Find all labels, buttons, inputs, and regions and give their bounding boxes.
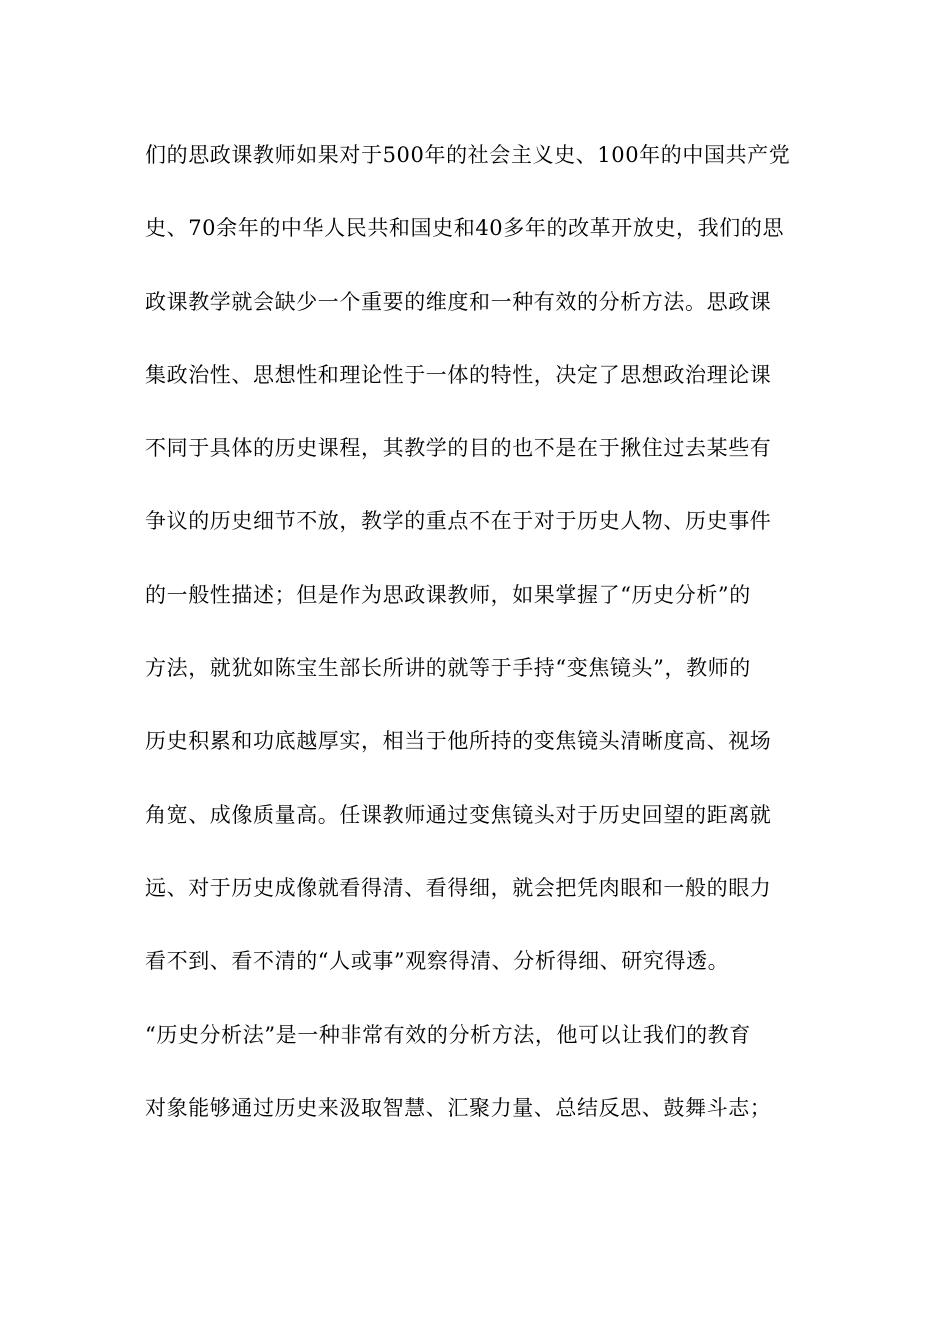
text-line-11: 远、对于历史成像就看得清、看得细，就会把凭肉眼和一般的眼力 [145, 875, 772, 900]
text-line-4: 集政治性、思想性和理论性于一体的特性，决定了思想政治理论课 [145, 362, 772, 387]
text-line-13: “历史分析法”是一种非常有效的分析方法，他可以让我们的教育 [145, 1022, 751, 1047]
text-line-2: 史、70余年的中华人民共和国史和40多年的改革开放史，我们的思 [145, 216, 785, 241]
text-line-1: 们的思政课教师如果对于500年的社会主义史、100年的中国共产党 [145, 143, 791, 167]
text-line-8: 方法，就犹如陈宝生部长所讲的就等于手持“变焦镜头”，教师的 [145, 656, 751, 681]
body-text [145, 133, 810, 1159]
text-line-10: 角宽、成像质量高。任课教师通过变焦镜头对于历史回望的距离就 [145, 802, 772, 827]
text-line-6: 争议的历史细节不放，教学的重点不在于对于历史人物、历史事件 [145, 509, 772, 534]
text-line-5: 不同于具体的历史课程，其教学的目的也不是在于揪住过去某些有 [145, 436, 772, 461]
text-line-3: 政课教学就会缺少一个重要的维度和一种有效的分析方法。思政课 [145, 289, 772, 314]
text-line-7: 的一般性描述；但是作为思政课教师，如果掌握了“历史分析”的 [145, 582, 751, 607]
text-line-14: 对象能够通过历史来汲取智慧、汇聚力量、总结反思、鼓舞斗志； [145, 1095, 772, 1120]
text-line-12: 看不到、看不清的“人或事”观察得清、分析得细、研究得透。 [145, 949, 730, 974]
text-line-9: 历史积累和功底越厚实，相当于他所持的变焦镜头清晰度高、视场 [145, 729, 772, 754]
